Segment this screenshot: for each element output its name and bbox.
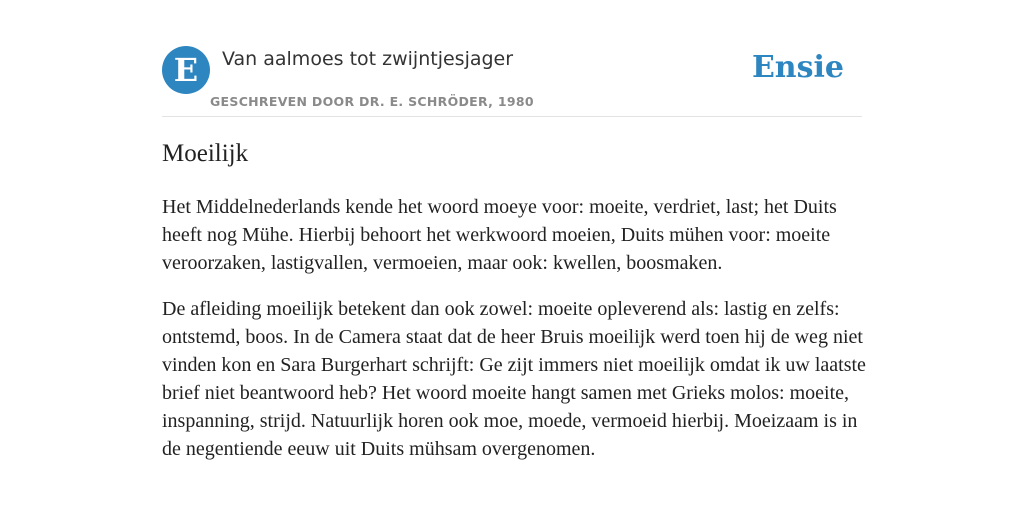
- entry-title: Moeilijk: [162, 140, 249, 167]
- header: [162, 46, 862, 117]
- article-paragraph: De afleiding moeilijk betekent dan ook zowel: moeite opleverend als: lastig en zelfs: ontstemd, boos. In de Camera staat dat de heer Bruis moeilijk werd toen hij de weg niet vinden kon en Sara Burgerhart schrijft: Ge zijt immers niet moeilijk omdat ik uw laatste brief niet beantwoord heb? Het woord moeite hangt samen met Grieks molos: moeite, inspanning, strijd. Natuurlijk horen ook moe, moede, vermoeid hierbij. Moeizaam is in de negentiende eeuw uit Duits mühsam overgenomen.: [162, 298, 866, 460]
- brand-logo[interactable]: Ensie: [751, 50, 844, 85]
- article-paragraph: Het Middelnederlands kende het woord moeye voor: moeite, verdriet, last; het Duits heeft nog Mühe. Hierbij behoort het werkwoord moeien, Duits mühen voor: moeite veroorzaken, lastigvallen, vermoeien, maar ook: kwellen, boosmaken.: [162, 196, 837, 274]
- article: [162, 138, 872, 463]
- book-title[interactable]: Van aalmoes tot zwijntjesjager: [222, 48, 514, 70]
- author-byline: GESCHREVEN DOOR DR. E. SCHRÖDER, 1980: [210, 94, 534, 109]
- ensie-logo-icon[interactable]: E: [162, 46, 210, 94]
